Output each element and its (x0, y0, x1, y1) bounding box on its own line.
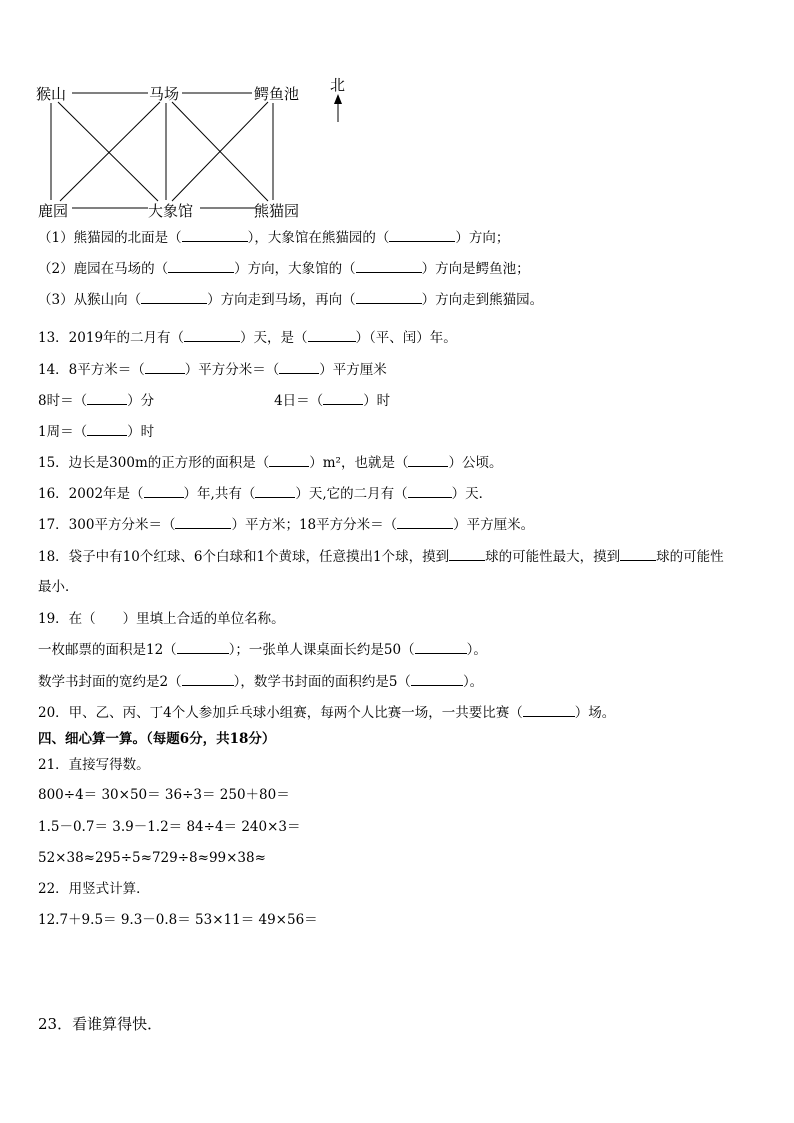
north-arrow-icon (334, 94, 342, 104)
answer-blank[interactable] (269, 454, 309, 467)
question-16: 16．2002年是（ ）年,共有（ ）天,它的二月有（ ）天． (38, 486, 493, 502)
question-19-title: 19．在（ ）里填上合适的单位名称。 (38, 611, 285, 627)
place-deer-park: 鹿园 (38, 202, 69, 220)
path-horse-deer (60, 102, 160, 201)
place-monkey-mountain: 猴山 (36, 85, 67, 103)
question-23-title: 23．看谁算得快． (38, 1015, 163, 1033)
q12-part3: （3）从猴山向（ ）方向走到马场，再向（ ）方向走到熊猫园。 (38, 292, 544, 308)
question-22-title: 22．用竖式计算． (38, 881, 150, 897)
place-crocodile-pool: 鳄鱼池 (254, 85, 300, 103)
section-4-heading: 四、细心算一算。（每题6分，共18分） (38, 731, 276, 747)
answer-blank[interactable] (411, 673, 463, 686)
path-monkey-elephant (58, 102, 158, 201)
answer-blank[interactable] (397, 516, 453, 529)
q12-part1: （1）熊猫园的北面是（ ），大象馆在熊猫园的（ ）方向； (38, 230, 510, 246)
answer-blank[interactable] (356, 291, 422, 304)
question-18: 18．袋子中有10个红球、6个白球和1个黄球，任意摸出1个球，摸到 球的可能性最大，摸到 球的可能性 (38, 549, 724, 565)
answer-blank[interactable] (87, 423, 127, 436)
answer-blank[interactable] (177, 641, 229, 654)
question-21-row1: 800÷4＝ 30×50＝ 36÷3＝ 250＋80＝ (38, 787, 290, 803)
question-21-row3: 52×38≈295÷5≈729÷8≈99×38≈ (38, 850, 266, 866)
question-14-line3: 1周＝（ ）时 (38, 424, 155, 440)
answer-blank[interactable] (255, 485, 295, 498)
answer-blank[interactable] (620, 548, 656, 561)
question-15: 15．边长是300m的正方形的面积是（ ）m²，也就是（ ）公顷。 (38, 455, 503, 471)
question-14-line1: 14．8平方米＝（ ）平方分米＝（ ）平方厘米 (38, 362, 387, 378)
place-horse-field: 马场 (149, 85, 180, 103)
answer-blank[interactable] (308, 329, 356, 342)
answer-blank[interactable] (356, 260, 422, 273)
question-21-title: 21．直接写得数。 (38, 757, 150, 773)
question-17: 17．300平方分米＝（ ）平方米；18平方分米＝（ ）平方厘米。 (38, 517, 535, 533)
answer-blank[interactable] (415, 641, 467, 654)
north-label: 北 (330, 76, 346, 94)
question-14-line2: 8时＝（ ）分 4日＝（ ）时 (38, 393, 391, 409)
answer-blank[interactable] (449, 548, 485, 561)
question-21-row2: 1.5－0.7＝ 3.9－1.2＝ 84÷4＝ 240×3＝ (38, 819, 301, 835)
question-19-line1: 一枚邮票的面积是12（ ）；一张单人课桌面长约是50（ ）。 (38, 642, 487, 658)
question-13: 13．2019年的二月有（ ）天，是（ ）（平、闰）年。 (38, 330, 457, 346)
answer-blank[interactable] (523, 704, 575, 717)
answer-blank[interactable] (408, 485, 452, 498)
answer-blank[interactable] (182, 229, 248, 242)
question-20: 20．甲、乙、丙、丁4个人参加乒乓球小组赛，每两个人比赛一场，一共要比赛（ ）场。 (38, 705, 616, 721)
answer-blank[interactable] (184, 329, 240, 342)
answer-blank[interactable] (168, 260, 234, 273)
answer-blank[interactable] (87, 392, 127, 405)
answer-blank[interactable] (279, 361, 319, 374)
place-elephant-hall: 大象馆 (148, 202, 194, 220)
answer-blank[interactable] (323, 392, 363, 405)
q12-part2: （2）鹿园在马场的（ ）方向，大象馆的（ ）方向是鳄鱼池； (38, 261, 530, 277)
answer-blank[interactable] (408, 454, 448, 467)
question-22-row1: 12.7＋9.5＝ 9.3－0.8＝ 53×11＝ 49×56＝ (38, 912, 318, 928)
zoo-map-diagram (30, 70, 360, 225)
answer-blank[interactable] (182, 673, 234, 686)
question-19-line2: 数学书封面的宽约是2（ ），数学书封面的面积约是5（ ）。 (38, 674, 484, 690)
answer-blank[interactable] (141, 291, 207, 304)
question-18-cont: 最小． (38, 579, 79, 595)
answer-blank[interactable] (144, 485, 184, 498)
place-panda-park: 熊猫园 (254, 202, 300, 220)
answer-blank[interactable] (389, 229, 455, 242)
answer-blank[interactable] (175, 516, 231, 529)
answer-blank[interactable] (145, 361, 185, 374)
